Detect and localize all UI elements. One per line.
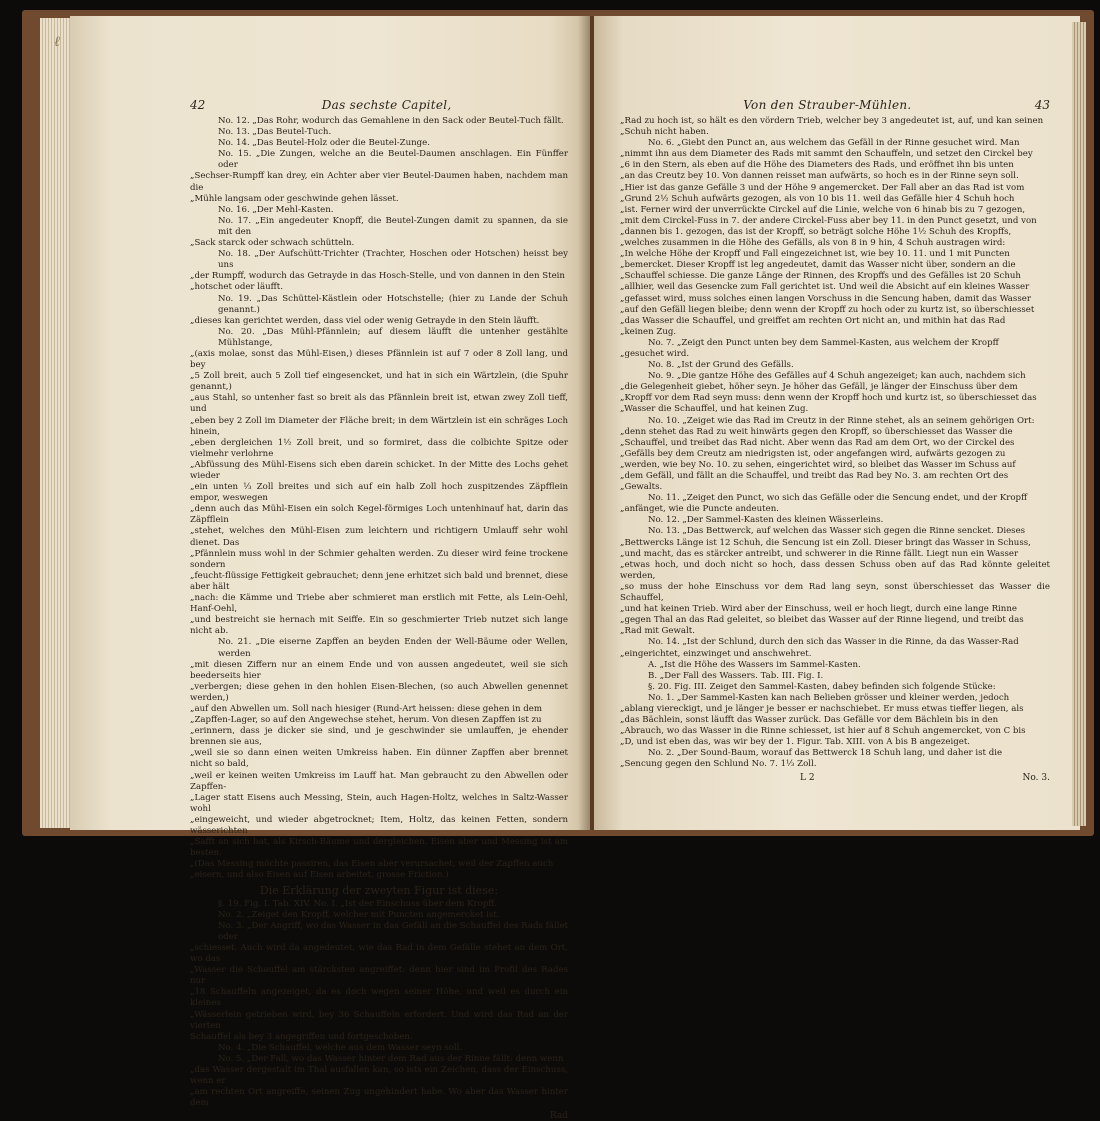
text-line: „auf den Gefäll liegen bleibe; denn wenn der Kropff zu hoch oder zu kurtz ist, so überschiesset xyxy=(620,304,1035,315)
text-line: „eben dergleichen 1½ Zoll breit, und so formiret, dass die colbichte Spitze oder vielmehr verlohrne xyxy=(190,437,568,459)
right-page-body xyxy=(620,116,1050,771)
left-running-title: Das sechste Capitel, xyxy=(321,98,452,112)
text-line: „Safft an sich hat, als Kirsch-Bäume und dergleichen. Eisen aber und Messing ist am besten. xyxy=(190,837,568,859)
text-line: No. 17. „Ein angedeuter Knopff, die Beutel-Zungen damit zu spannen, da sie mit den xyxy=(218,215,568,237)
text-line: „Bettwercks Länge ist 12 Schuh, die Sencung ist ein Zoll. Dieser bringt das Wasser in Schuss, xyxy=(620,537,1031,548)
text-line: No. 11. „Zeiget den Punct, wo sich das Gefälle oder die Sencung endet, und der Kropff xyxy=(648,493,1028,504)
text-line: „mit diesen Ziffern nur an einem Ende und von aussen angedeutet, weil sie sich beederseits hier xyxy=(190,659,568,681)
text-line: „ablang viereckigt, und je länger je besser er nachschiebet. Er muss etwas tieffer liegen, als xyxy=(620,703,1024,714)
book xyxy=(22,10,1094,1121)
text-line: „dieses kan gerichtet werden, dass viel oder wenig Getrayde in den Stein läufft. xyxy=(190,315,540,326)
text-line: §. 19. Fig. I. Tab. XIV. No. I. „Ist der Einschuss über dem Kropff. xyxy=(218,898,497,909)
text-line: „schiesset. Auch wird da angedeutet, wie das Rad in dem Gefälle stehet an dem Ort, wo das xyxy=(190,942,568,965)
text-line: „allhier, weil das Gesencke zum Fall gerichtet ist. Und weil die Absicht auf ein kleines Wasser xyxy=(620,282,1030,293)
text-line: „Schauffel, und treibet das Rad nicht. Aber wenn das Rad am dem Ort, wo der Circkel des xyxy=(620,437,1015,448)
left-footer xyxy=(190,1111,568,1121)
text-line: „Sechser-Rumpff kan drey, ein Achter aber vier Beutel-Daumen haben, nachdem man die xyxy=(190,171,568,193)
text-line: „Zapffen-Lager, so auf den Angewechse stehet, herum. Von diesen Zapffen ist zu xyxy=(190,715,542,726)
text-line: No. 14. „Ist der Schlund, durch den sich das Wasser in die Rinne, da das Wasser-Rad xyxy=(648,637,1019,648)
text-line: „und hat keinen Trieb. Wird aber der Einschuss, weil er hoch liegt, durch eine lange Rinne xyxy=(620,604,1017,615)
text-line: „Schuh nicht haben. xyxy=(620,127,709,138)
text-line: „D, und ist eben das, was wir bey der 1. Figur. Tab. XIII. von A bis B angezeiget. xyxy=(620,737,971,748)
text-line: „Mühle langsam oder geschwinde gehen lässet. xyxy=(190,193,399,204)
text-line: No. 2. „Zeiget den Kropff, welcher mit Puncten angemercket ist. xyxy=(218,909,500,920)
text-line: „etwas hoch, und doch nicht so hoch, dass dessen Schuss oben auf das Rad könnte geleitet werden, xyxy=(620,559,1050,581)
text-line: No. 5. „Der Fall, wo das Wasser hinter dem Rad aus der Rinne fällt: denn wenn xyxy=(218,1053,564,1064)
text-line: „und bestreicht sie hernach mit Seiffe. Ein so geschmierter Trieb nutzet sich lange nicht ab. xyxy=(190,615,568,637)
right-page xyxy=(594,16,1080,830)
text-line: „(axis molae, sonst das Mühl-Eisen,) dieses Pfännlein ist auf 7 oder 8 Zoll lang, und bey xyxy=(190,348,568,371)
left-catchword: Rad xyxy=(549,1111,568,1121)
text-line: „dannen bis 1. gezogen, das ist der Kropff, so beträgt solche Höhe 1½ Schuh des Kropffs, xyxy=(620,226,1012,237)
text-line: „Grund 2½ Schuh aufwärts gezogen, als von 10 bis 11. weil das Gefälle hier 4 Schuh hoch xyxy=(620,193,1015,204)
text-line: No. 20. „Das Mühl-Pfännlein; auf diesem läufft die untenher gestählte Mühlstange, xyxy=(218,326,568,348)
text-line: „erinnern, dass je dicker sie sind, und je geschwinder sie umlauffen, je ehender brennen sie aus, xyxy=(190,726,568,748)
text-line: No. 18. „Der Aufschütt-Trichter (Trachter, Hoschen oder Hotschen) heisst bey uns xyxy=(218,249,568,271)
text-line: „das Wasser dergestalt im Thal ausfallen kan, so ists ein Zeichen, dass der Einschuss, wenn er xyxy=(190,1064,568,1087)
right-page-edges xyxy=(1072,22,1086,826)
text-line: „mit dem Circkel-Fuss in 7. der andere Circkel-Fuss aber bey 11. in den Punct gesetzt, und von xyxy=(620,215,1037,226)
text-line: „Rad zu hoch ist, so hält es den vördern Trieb, welcher bey 3 angedeutet ist, auf, und kan seinen xyxy=(620,116,1044,126)
text-line: „Hier ist das ganze Gefälle 3 und der Höhe 9 angemercket. Der Fall aber an das Rad ist vom xyxy=(620,182,1025,193)
signature-mark: L 2 xyxy=(800,772,815,783)
text-line: Schauffel als bey 3 angegriffen und fortgeschoben. xyxy=(190,1031,413,1042)
text-line: No. 7. „Zeigt den Punct unten bey dem Sammel-Kasten, aus welchem der Kropff xyxy=(648,337,999,348)
text-line: „ist. Ferner wird der unverrückte Circkel auf die Linie, welche von 6 hinab bis zu 7 gezogen, xyxy=(620,204,1026,215)
text-line: A. „Ist die Höhe des Wassers im Sammel-Kasten. xyxy=(648,659,861,670)
text-line: „ein unten ⅓ Zoll breites und sich auf ein halb Zoll hoch zuspitzendes Zäpfflein empor, weswegen xyxy=(190,482,568,504)
left-page-edges xyxy=(40,18,72,828)
text-line: „aus Stahl, so untenher fast so breit als das Pfännlein breit ist, etwan zwey Zoll tieff, und xyxy=(190,393,568,415)
text-line: „denn auch das Mühl-Eisen ein solch Kegel-förmiges Loch untenhinauf hat, darin das Zäpfflein xyxy=(190,504,568,526)
text-line: No. 16. „Der Mehl-Kasten. xyxy=(218,204,334,215)
text-line: „Schauffel schiesse. Die ganze Länge der Rinnen, des Kropffs und des Gefälles ist 20 Schuh xyxy=(620,271,1021,282)
text-line: „Gewalts. xyxy=(620,482,663,493)
right-running-title: Von den Strauber-Mühlen. xyxy=(743,98,912,112)
text-line: „Wasser die Schauffel, und hat keinen Zug. xyxy=(620,404,809,415)
text-line: „das Bächlein, sonst läufft das Wasser zurück. Das Gefälle vor dem Bächlein bis in den xyxy=(620,715,999,726)
text-line: No. 9. „Die gantze Höhe des Gefälles auf 4 Schuh angezeiget; kan auch, nachdem sich xyxy=(648,371,1026,382)
text-line: No. 3. „Der Angriff, wo das Wasser in das Gefäll an die Schauffel des Rads fället oder xyxy=(218,920,568,942)
text-line: „der Rumpff, wodurch das Getrayde in das Hosch-Stelle, und von dannen in den Stein xyxy=(190,271,565,282)
margin-mark: ℓ xyxy=(54,34,60,50)
text-line: „anfänget, wie die Puncte andeuten. xyxy=(620,504,779,515)
text-line: „eisern, und also Eisen auf Eisen arbeitet, grosse Friction.) xyxy=(190,870,449,881)
text-line: §. 20. Fig. III. Zeiget den Sammel-Kasten, dabey befinden sich folgende Stücke: xyxy=(648,681,996,692)
text-line: „Wässerlein getrieben wird, bey 36 Schauffeln erfordert. Und wird das Rad an der vierten xyxy=(190,1009,568,1031)
right-catchword: No. 3. xyxy=(1022,772,1050,783)
right-page-number: 43 xyxy=(1034,98,1050,112)
text-line: „Sencung gegen den Schlund No. 7. 1⅓ Zoll. xyxy=(620,759,817,770)
text-line: „Wasser die Schauffel am stärcksten angreiffet: denn hier sind im Profil des Rades nur xyxy=(190,965,568,987)
text-line: „weil er keinen weiten Umkreiss im Lauff hat. Man gebraucht zu den Abwellen oder Zapffen- xyxy=(190,770,568,792)
text-line: „feucht-flüssige Fettigkeit gebrauchet; denn jene erhitzet sich bald und brennet, diese aber hält xyxy=(190,570,568,592)
text-line: „weil sie so dann einen weiten Umkreiss haben. Ein dünner Zapffen aber brennet nicht so bald, xyxy=(190,748,568,770)
text-line: „nach: die Kämme und Triebe aber schmieret man erstlich mit Fette, als Lein-Oehl, Hanf-Oehl, xyxy=(190,593,568,615)
text-line: „am rechten Ort angreiffe, seinen Zug ungehindert habe. Wo aber das Wasser hinter dem xyxy=(190,1087,568,1109)
text-line: „nimmt ihn aus dem Diameter des Rads mit sammt den Schauffeln, und setzet den Circkel bey xyxy=(620,149,1033,160)
text-line: „Abrauch, wo das Wasser in die Rinne schiesset, ist hier auf 8 Schuh angemercket, von C bis xyxy=(620,726,1026,737)
text-line: „5 Zoll breit, auch 5 Zoll tief eingesencket, und hat in sich ein Wärtzlein, (die Spuhr genannt,) xyxy=(190,371,568,393)
text-line: „dem Gefäll, und fällt an die Schauffel, und treibt das Rad bey No. 3. am rechten Ort des xyxy=(620,471,1009,481)
text-line: No. 6. „Giebt den Punct an, aus welchem das Gefäll in der Rinne gesuchet wird. Man xyxy=(648,138,1020,149)
text-line: „hotschet oder läufft. xyxy=(190,282,283,293)
text-line: No. 12. „Das Rohr, wodurch das Gemahlene in den Sack oder Beutel-Tuch fällt. xyxy=(218,116,564,126)
text-line: „Pfännlein muss wohl in der Schmier gehalten werden. Zu dieser wird feine trockene sondern xyxy=(190,548,568,570)
text-line: „gefasset wird, muss solches einen langen Vorschuss in die Sencung haben, damit das Wasser xyxy=(620,293,1031,304)
left-page-body xyxy=(190,116,568,881)
text-line: „(Das Messing möchte passiren, das Eisen aber verursachet, weil der Zapffen auch xyxy=(190,859,554,870)
section-heading: Die Erklärung der zweyten Figur ist diese: xyxy=(259,884,499,898)
right-footer xyxy=(620,773,1050,783)
text-line: „Rad mit Gewalt. xyxy=(620,626,695,637)
text-line: B. „Der Fall des Wassers. Tab. III. Fig. I. xyxy=(648,670,824,681)
text-line: „so muss der hohe Einschuss vor dem Rad lang seyn, sonst überschiesset das Wasser die Schauffel, xyxy=(620,581,1050,604)
text-line: „Kropff vor dem Rad seyn muss: denn wenn der Kropff hoch und kurtz ist, so überschiesset das xyxy=(620,393,1037,404)
text-line: „eben bey 2 Zoll im Diameter der Fläche breit; in dem Wärtzlein ist ein schräges Loch hinein, xyxy=(190,415,568,437)
text-line: „stehet, welches den Mühl-Eisen zum leichtern und richtigern Umlauff sehr wohl dienet. Das xyxy=(190,526,568,548)
text-line: „verbergen; diese gehen in den hohlen Eisen-Blechen, (so auch Abwellen genennet werden,) xyxy=(190,681,568,703)
text-line: „In welche Höhe der Kropff und Fall eingezeichnet ist, wie bey 10. 11. und 1 mit Puncten xyxy=(620,249,1010,260)
text-line: No. 4. „Die Schauffel, welche aus dem Wasser seyn soll. xyxy=(218,1042,463,1053)
text-line: „gegen Thal an das Rad geleitet, so bleibet das Wasser auf der Rinne liegend, und treibt das xyxy=(620,615,1024,626)
text-line: „welches zusammen in die Höhe des Gefälls, als von 8 in 9 hin, 4 Schuh austragen wird: xyxy=(620,238,1006,249)
text-line: „6 in den Stern, als eben auf die Höhe des Diameters des Rads, und eröffnet ihn bis unten xyxy=(620,160,1014,171)
text-line: „die Gelegenheit giebet, höher seyn. Je höher das Gefäll, je länger der Einschuss über dem xyxy=(620,382,1018,393)
text-line: „Lager statt Eisens auch Messing, Stein, auch Hagen-Holtz, welches in Saltz-Wasser wohl xyxy=(190,792,568,814)
text-line: „bemercket. Dieser Kropff ist leg angedeutet, damit das Wasser nicht über, sondern an die xyxy=(620,260,1016,271)
text-line: „werden, wie bey No. 10. zu sehen, eingerichtet wird, so bleibet das Wasser im Schuss auf xyxy=(620,459,1016,470)
right-running-head xyxy=(620,98,1050,112)
text-line: „das Wasser die Schauffel, und greiffet am rechten Ort nicht an, und mithin hat das Rad xyxy=(620,315,1006,326)
text-line: „und macht, das es stärcker antreibt, und schwerer in die Rinne fällt. Liegt nun ein Wasser xyxy=(620,548,1019,559)
text-line: „eingerichtet, einzwinget und anschwehret. xyxy=(620,648,812,659)
text-line: No. 13. „Das Bettwerck, auf welchen das Wasser sich gegen die Rinne sencket. Dieses xyxy=(648,526,1026,537)
text-line: „an das Creutz bey 10. Von dannen reisset man aufwärts, so hoch es in der Rinne seyn soll. xyxy=(620,171,1019,182)
text-line: „Gefälls bey dem Creutz am niedrigsten ist, oder angefangen wird, aufwärts gezogen zu xyxy=(620,448,1006,459)
text-line: No. 21. „Die eiserne Zapffen an beyden Enden der Well-Bäume oder Wellen, werden xyxy=(218,637,568,659)
text-line: No. 10. „Zeiget wie das Rad im Creutz in der Rinne stehet, als an seinem gehörigen Ort: xyxy=(648,415,1035,426)
text-line: No. 8. „Ist der Grund des Gefälls. xyxy=(648,360,794,371)
text-line: „gesuchet wird. xyxy=(620,348,690,359)
text-line: No. 13. „Das Beutel-Tuch. xyxy=(218,127,332,138)
text-line: „18 Schauffeln angezeiget, da es doch wegen seiner Höhe, und weil es durch ein kleines xyxy=(190,987,568,1009)
text-line: „denn stehet das Rad zu weit hinwärts gegen den Kropff, so überschiesset das Wasser die xyxy=(620,426,1013,437)
text-line: „eingeweicht, und wieder abgetrocknet; Item, Holtz, das keinen Fetten, sondern wässerichten xyxy=(190,814,568,836)
left-page-number: 42 xyxy=(190,98,206,112)
text-line: „keinen Zug. xyxy=(620,326,677,337)
left-page-body-continued xyxy=(190,899,568,1110)
text-line: „auf den Abwellen um. Soll nach hiesiger (Rund-Art heissen: diese gehen in dem xyxy=(190,703,543,714)
left-running-head xyxy=(190,98,568,112)
text-line: No. 14. „Das Beutel-Holz oder die Beutel-Zunge. xyxy=(218,138,430,149)
text-line: No. 12. „Der Sammel-Kasten des kleinen Wässerleins. xyxy=(648,515,884,526)
text-line: No. 2. „Der Sound-Baum, worauf das Bettwerck 18 Schuh lang, und daher ist die xyxy=(648,748,1003,759)
text-line: „Abfüssung des Mühl-Eisens sich eben darein schicket. In der Mitte des Lochs gehet wieder xyxy=(190,459,568,481)
text-line: No. 19. „Das Schüttel-Kästlein oder Hotschstelle; (hier zu Lande der Schuh genannt.) xyxy=(218,293,568,315)
text-line: „Sack starck oder schwach schütteln. xyxy=(190,238,355,249)
text-line: No. 15. „Die Zungen, welche an die Beutel-Daumen anschlagen. Ein Fünffer oder xyxy=(218,149,568,171)
left-page xyxy=(70,16,590,1121)
text-line: No. 1. „Der Sammel-Kasten kan nach Belieben grösser und kleiner werden, jedoch xyxy=(648,692,1010,703)
